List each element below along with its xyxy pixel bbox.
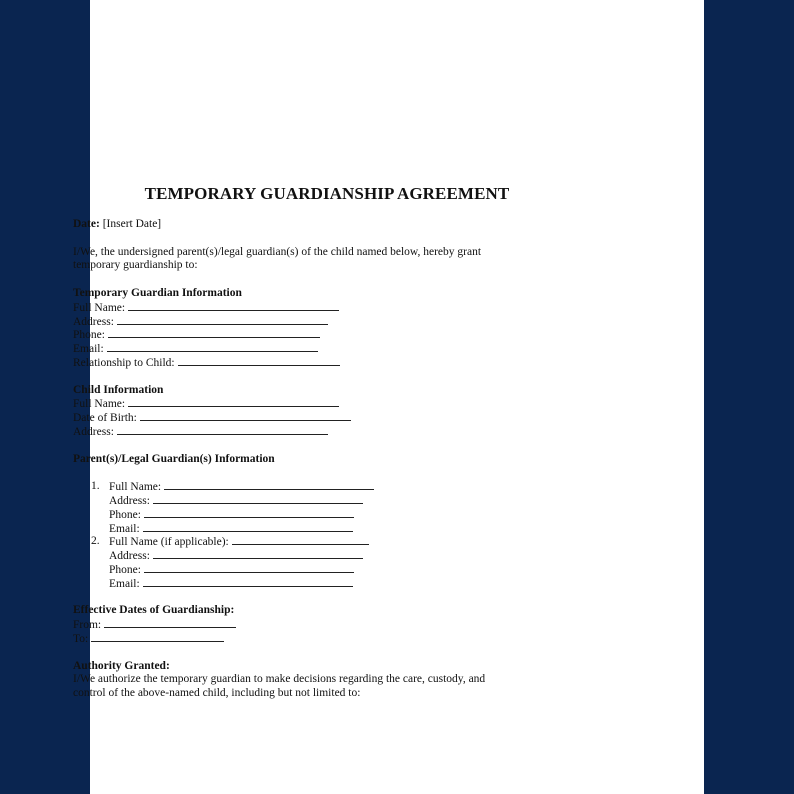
- date-from-label: From:: [73, 619, 102, 632]
- date-label: Date:: [73, 218, 100, 230]
- dates-heading: Effective Dates of Guardianship:: [73, 604, 235, 617]
- parent-2-address-blank[interactable]: [153, 549, 363, 559]
- authority-line-2: control of the above-named child, including but not limited to:: [73, 687, 361, 700]
- parents-heading: Parent(s)/Legal Guardian(s) Information: [73, 452, 275, 465]
- parent-2-email-field[interactable]: [73, 577, 523, 591]
- guardian-phone-label: Phone:: [73, 329, 105, 342]
- child-dob-field[interactable]: [73, 411, 523, 425]
- date-value: [Insert Date]: [102, 218, 162, 230]
- parent-1-name-field[interactable]: [73, 480, 523, 494]
- parent-1-phone-label: Phone:: [109, 508, 141, 521]
- date-to-label: To:: [73, 632, 89, 645]
- parent-1-address-blank[interactable]: [153, 494, 363, 504]
- date-to-blank[interactable]: [91, 632, 224, 642]
- document-body: [73, 218, 523, 701]
- parent-1-email-label: Email:: [109, 522, 140, 535]
- guardian-email-blank[interactable]: [107, 342, 318, 352]
- child-full-name-field[interactable]: [73, 397, 523, 411]
- parent-2-name-field[interactable]: [73, 535, 523, 549]
- child-address-blank[interactable]: [117, 425, 328, 435]
- guardian-address-blank[interactable]: [117, 315, 328, 325]
- child-address-label: Address:: [73, 425, 114, 438]
- guardian-relationship-label: Relationship to Child:: [73, 356, 175, 369]
- date-from-field[interactable]: [73, 618, 523, 632]
- guardian-full-name-field[interactable]: [73, 301, 523, 315]
- parent-2-email-blank[interactable]: [143, 577, 353, 587]
- parent-2-number: 2.: [91, 535, 100, 548]
- parent-2-phone-blank[interactable]: [144, 563, 354, 573]
- parent-2-name-blank[interactable]: [232, 535, 369, 545]
- date-from-blank[interactable]: [104, 618, 236, 628]
- parent-1-email-field[interactable]: [73, 522, 523, 536]
- guardian-heading: Temporary Guardian Information: [73, 286, 242, 299]
- guardian-full-name-blank[interactable]: [128, 301, 339, 311]
- child-full-name-blank[interactable]: [128, 397, 339, 407]
- parent-1-number: 1.: [91, 480, 100, 493]
- child-dob-label: Date of Birth:: [73, 412, 137, 425]
- parent-2-name-label: Full Name (if applicable):: [109, 536, 229, 549]
- parent-2-phone-field[interactable]: [73, 563, 523, 577]
- parent-1-name-blank[interactable]: [164, 480, 374, 490]
- parent-1-address-label: Address:: [109, 494, 150, 507]
- guardian-relationship-blank[interactable]: [178, 356, 340, 366]
- guardian-address-label: Address:: [73, 315, 114, 328]
- guardian-email-field[interactable]: [73, 342, 523, 356]
- date-row: [73, 218, 523, 232]
- parent-1-phone-field[interactable]: [73, 508, 523, 522]
- parent-1-email-blank[interactable]: [143, 522, 353, 532]
- intro-line-1: I/We, the undersigned parent(s)/legal guardian(s) of the child named below, hereby grant: [73, 245, 482, 258]
- authority-heading: Authority Granted:: [73, 659, 170, 672]
- guardian-full-name-label: Full Name:: [73, 301, 126, 314]
- guardian-phone-blank[interactable]: [108, 328, 320, 338]
- parent-2-address-field[interactable]: [73, 549, 523, 563]
- child-heading: Child Information: [73, 383, 164, 396]
- child-full-name-label: Full Name:: [73, 398, 126, 411]
- date-to-field[interactable]: [73, 632, 523, 646]
- guardian-relationship-field[interactable]: [73, 356, 523, 370]
- authority-line-1: I/We authorize the temporary guardian to make decisions regarding the care, custody, and: [73, 673, 486, 686]
- parent-2-address-label: Address:: [109, 550, 150, 563]
- parent-2-email-label: Email:: [109, 577, 140, 590]
- child-dob-blank[interactable]: [140, 411, 351, 421]
- guardian-address-field[interactable]: [73, 315, 523, 329]
- intro-line-2: temporary guardianship to:: [73, 259, 198, 272]
- child-address-field[interactable]: [73, 425, 523, 439]
- parent-1-name-label: Full Name:: [109, 481, 162, 494]
- parent-1-phone-blank[interactable]: [144, 508, 354, 518]
- parent-1-address-field[interactable]: [73, 494, 523, 508]
- guardian-email-label: Email:: [73, 343, 104, 356]
- guardian-phone-field[interactable]: [73, 328, 523, 342]
- document-title: TEMPORARY GUARDIANSHIP AGREEMENT: [144, 184, 510, 203]
- parent-2-phone-label: Phone:: [109, 563, 141, 576]
